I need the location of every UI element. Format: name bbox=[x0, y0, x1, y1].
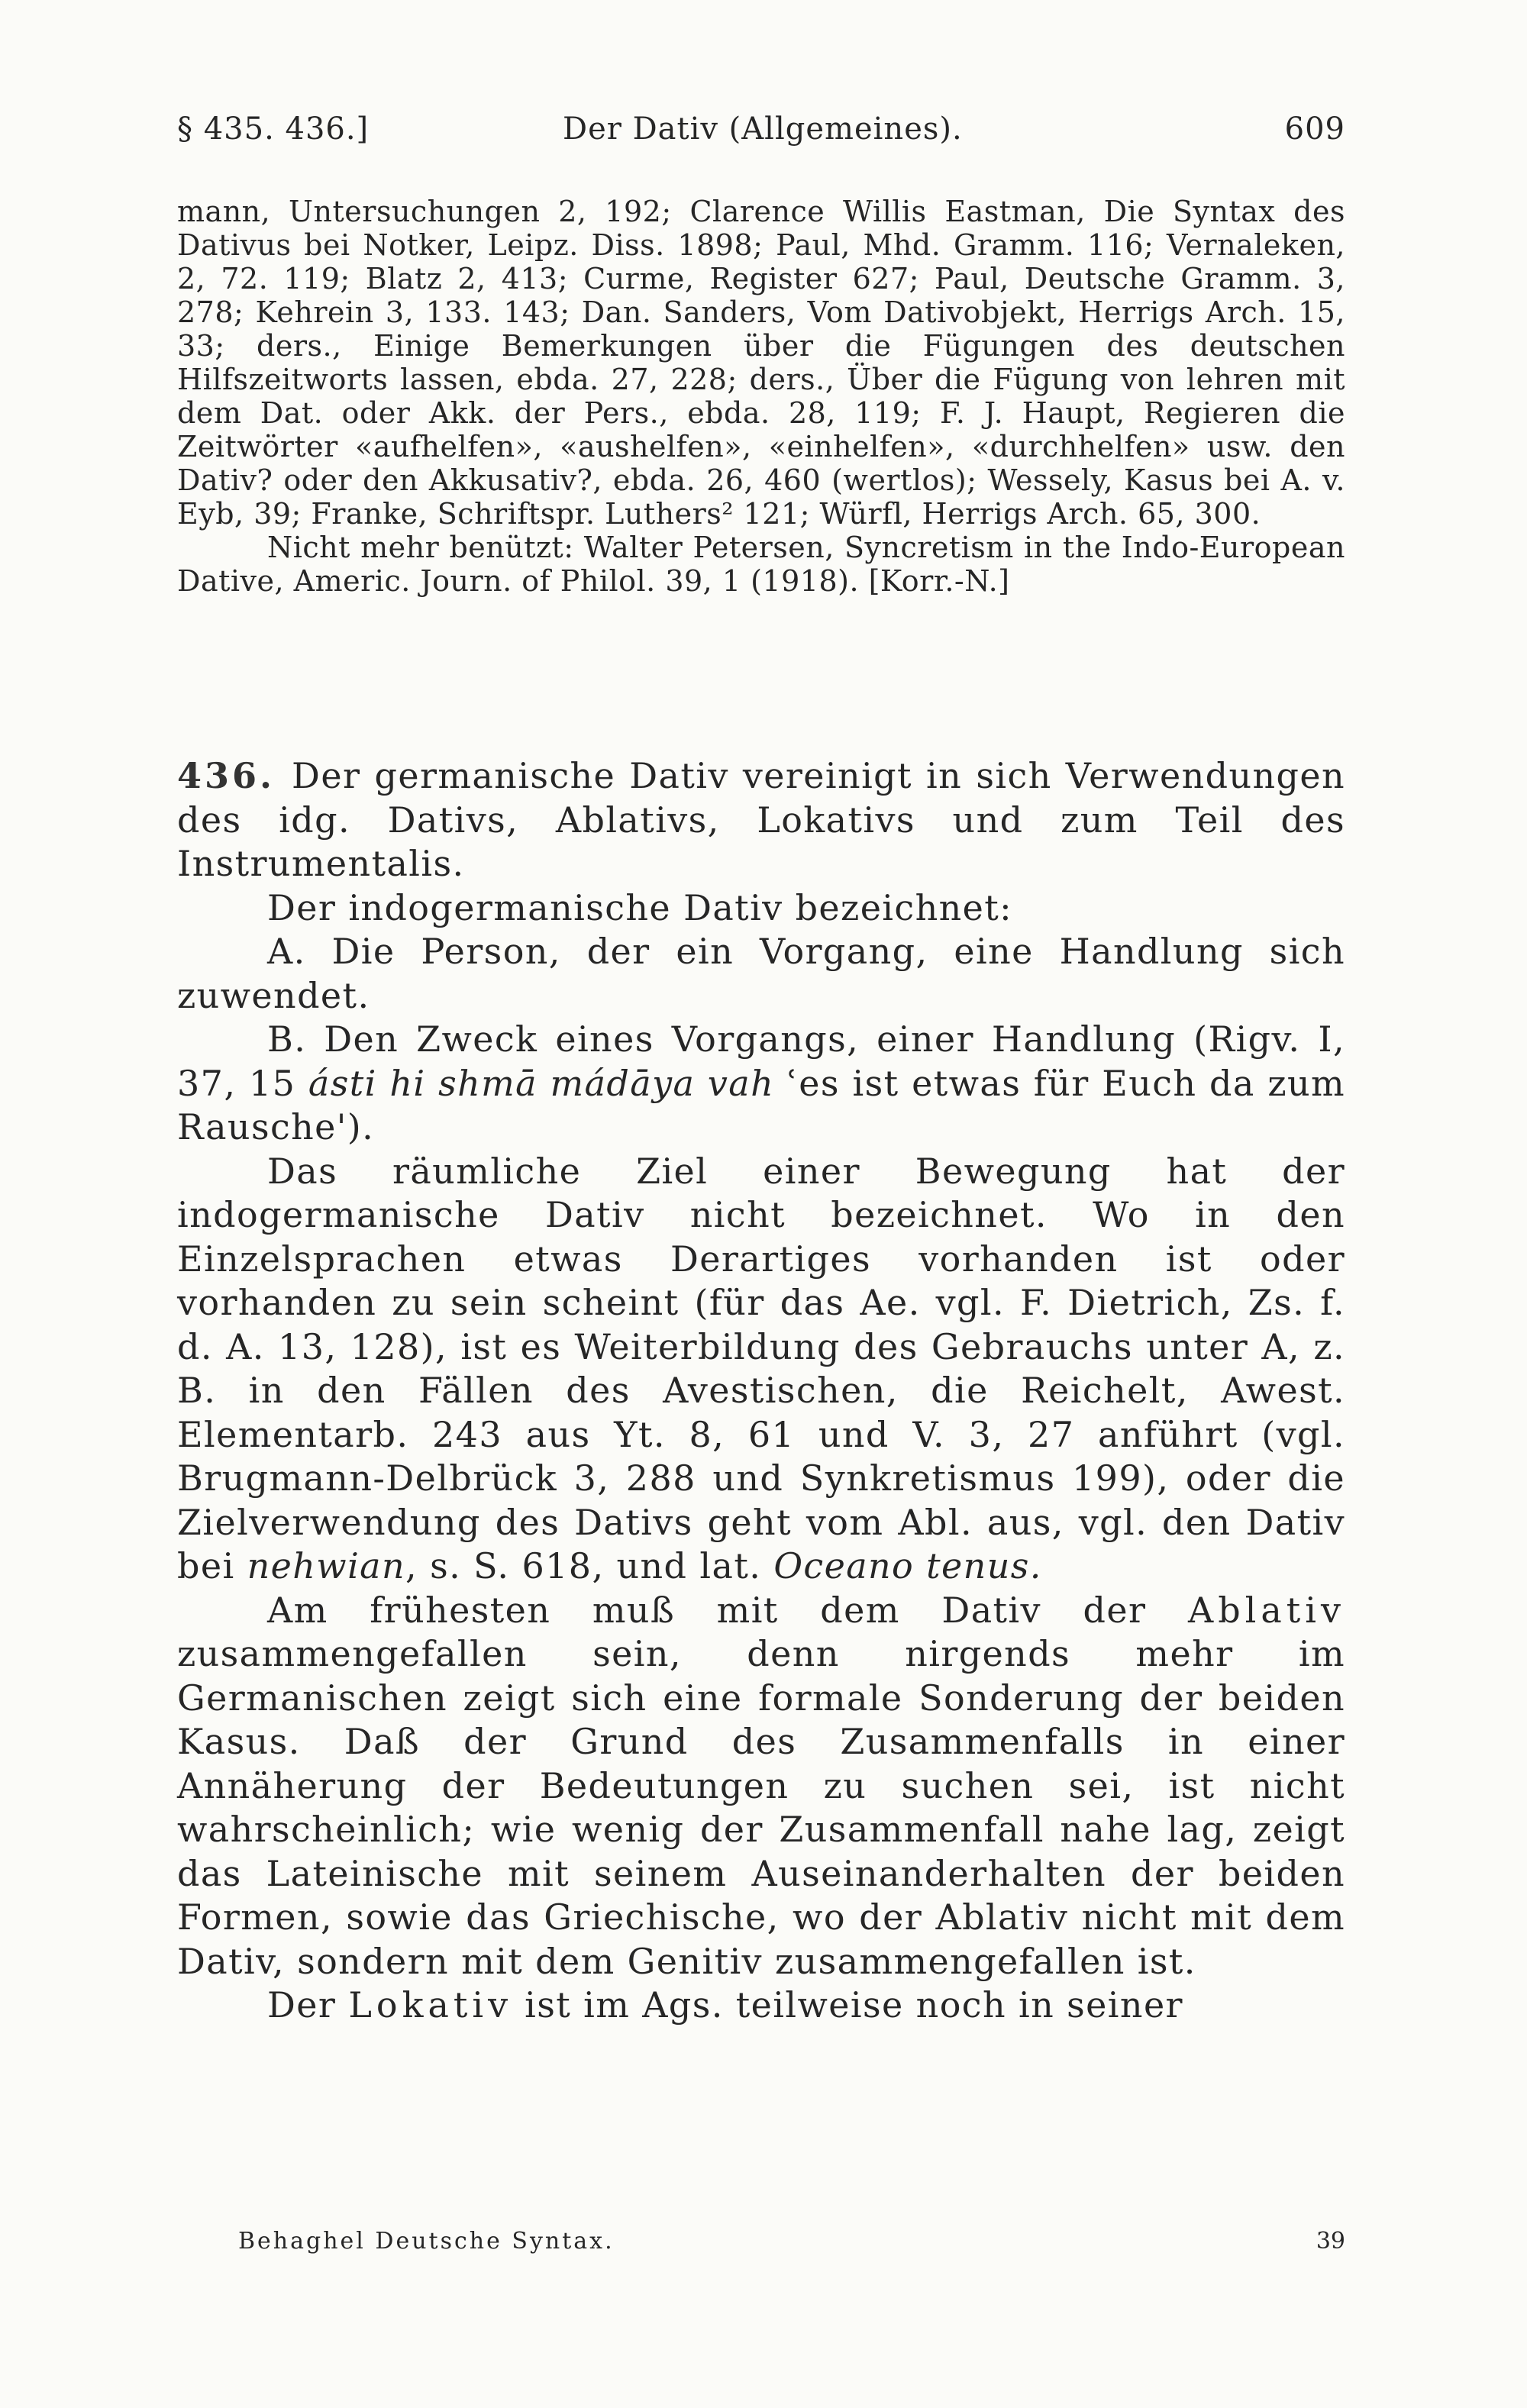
item-a-paragraph: A. Die Person, der ein Vorgang, eine Handlung sich zuwendet. bbox=[177, 931, 1345, 1016]
locative-paragraph bbox=[177, 1984, 1345, 2028]
spatial-goal-text-2: , s. S. 618, und lat. bbox=[405, 1545, 762, 1587]
running-title: Der Dativ (Allgemeines). bbox=[563, 111, 963, 147]
lead-paragraph: Der indogermanische Dativ bezeichnet: bbox=[267, 886, 1013, 928]
ablative-text-2: zusammengefallen sein, denn nirgends mehr im Germanischen zeigt sich eine formale Sonderung der beiden Kasus. Daß der Grund des Zusammenfalls in einer Annäherung der Bedeutungen zu suchen sei, ist nicht wahrscheinlich; wie wenig der Zusammenfall nahe lag, zeigt das Lateinische mit seinem Auseinanderhalten der beiden Formen, sowie das Griechische, wo der Ablativ nicht mit dem Dativ, sondern mit dem Genitiv zusammengefallen ist. bbox=[177, 1633, 1345, 1982]
bibliography-block bbox=[177, 195, 1345, 598]
item-b-paragraph bbox=[177, 1018, 1345, 1150]
gothic-word: nehwian bbox=[247, 1545, 406, 1587]
item-b-text: B. Den Zweck eines Vorgangs, einer Handlung (Rigv. I, 37, 15 bbox=[177, 1018, 1345, 1104]
bibliography-note: Nicht mehr benützt: Walter Petersen, Syncretism in the Indo-European Dative, Americ. Journ. of Philol. 39, 1 (1918). [Korr.-N.] bbox=[177, 531, 1345, 598]
ablative-text: Am frühesten muß mit dem Dativ der bbox=[267, 1589, 1147, 1631]
locative-text: Der bbox=[267, 1984, 337, 2025]
printer-signature: Behaghel Deutsche Syntax. bbox=[238, 2228, 615, 2255]
section-intro-paragraph bbox=[177, 754, 1345, 886]
latin-example: Oceano tenus. bbox=[773, 1545, 1042, 1587]
sheet-number: 39 bbox=[1316, 2228, 1345, 2255]
page-number: 609 bbox=[1284, 111, 1345, 147]
section-intro-text: Der germanische Dativ vereinigt in sich Verwendungen des idg. Dativs, Ablativs, Lokativs und zum Teil des Instrumentalis. bbox=[177, 755, 1345, 884]
ablative-term: Ablativ bbox=[1188, 1589, 1345, 1631]
running-header bbox=[177, 104, 1345, 157]
locative-text-2: ist im Ags. teilweise noch in seiner bbox=[525, 1984, 1183, 2025]
ablative-paragraph bbox=[177, 1589, 1345, 1984]
spatial-goal-paragraph bbox=[177, 1150, 1345, 1589]
section-number: 436. bbox=[177, 755, 276, 796]
sanskrit-quote: ásti hi shmā mádāya vah bbox=[308, 1062, 775, 1104]
bibliography-citations: mann, Untersuchungen 2, 192; Clarence Willis Eastman, Die Syntax des Dativus bei Notker, Leipz. Diss. 1898; Paul, Mhd. Gramm. 116; Vernaleken, 2, 72. 119; Blatz 2, 413; Curme, Register 627; Paul, Deutsche Gramm. 3, 278; Kehrein 3, 133. 143; Dan. Sanders, Vom Dativobjekt, Herrigs Arch. 15, 33; ders., Einige Bemerkungen über die Fügungen des deutschen Hilfszeitworts lassen, ebda. 27, 228; ders., Über die Fügung von lehren mit dem Dat. oder Akk. der Pers., ebda. 28, 119; F. J. Haupt, Regieren die Zeitwörter «aufhelfen», «aushelfen», «einhelfen», «durchhelfen» usw. den Dativ? oder den Akkusativ?, ebda. 26, 460 (wertlos); Wessely, Kasus bei A. v. Eyb, 39; Franke, Schriftspr. Luthers² 121; Würfl, Herrigs Arch. 65, 300. bbox=[177, 195, 1345, 531]
footer-signature-line bbox=[177, 2219, 1345, 2264]
spatial-goal-text: Das räumliche Ziel einer Bewegung hat der indogermanische Dativ nicht bezeichnet. Wo in den Einzelsprachen etwas Derartiges vorhanden ist oder vorhanden zu sein scheint (für das Ae. vgl. F. Dietrich, Zs. f. d. A. 13, 128), ist es Weiterbildung des Gebrauchs unter A, z. B. in den Fällen des Avestischen, die Reichelt, Awest. Elementarb. 243 aus Yt. 8, 61 und V. 3, 27 anführt (vgl. Brugmann-Delbrück 3, 288 und Synkretismus 199), oder die Zielverwendung des Dativs geht vom Abl. aus, vgl. den Dativ bei bbox=[177, 1150, 1345, 1587]
section-body bbox=[177, 754, 1345, 2028]
item-b-gloss: ʿes ist etwas für Euch da zum Rausche'). bbox=[177, 1062, 1345, 1148]
locative-term: Lokativ bbox=[348, 1984, 513, 2025]
section-reference: § 435. 436.] bbox=[177, 111, 370, 147]
